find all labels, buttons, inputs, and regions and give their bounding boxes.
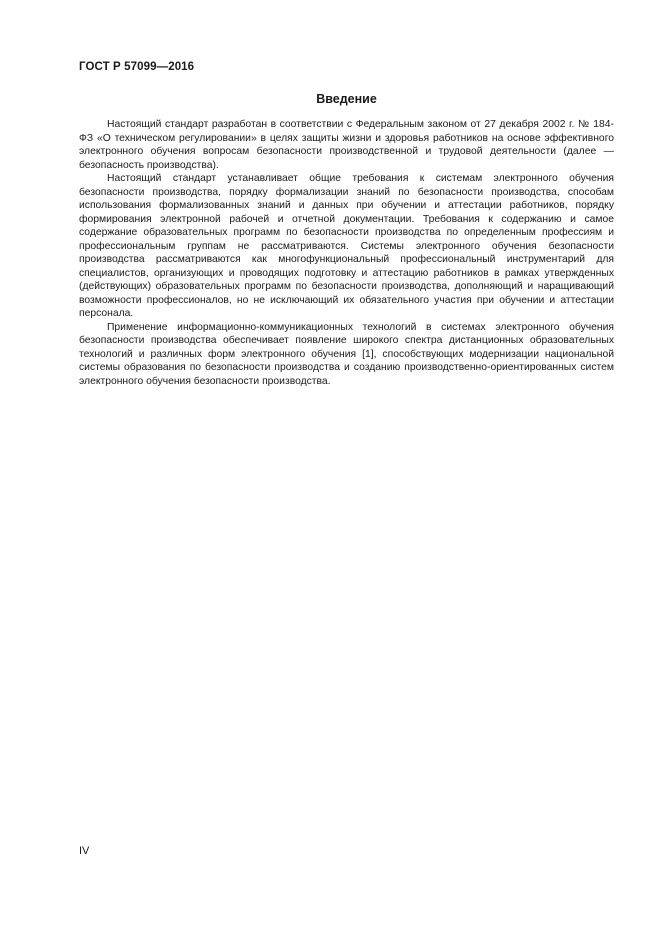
document-code: ГОСТ Р 57099—2016: [79, 61, 195, 73]
page-number: IV: [79, 845, 90, 857]
paragraph-1: Настоящий стандарт разработан в соответствии с Федеральным законом от 27 декабря 2002 г. № 184-ФЗ «О техническом регулировании» в целях защиты жизни и здоровья работников на основе эффективного электронного обучения вопросам безопасности производственной и трудовой деятельности (далее — безопасность производства).: [79, 119, 614, 171]
body-text: [79, 118, 614, 388]
paragraph-3: Применение информационно-коммуникационных технологий в системах электронного обучения безопасности производства обеспечивает появление широкого спектра дистанционных образовательных технологий и различных форм электронного обучения [1], способствующих модернизации национальной системы образования по безопасности производства и созданию производственно-ориентированных систем электронного обучения безопасности производства.: [79, 321, 614, 387]
paragraph-2: Настоящий стандарт устанавливает общие требования к системам электронного обучения безопасности производства, порядку формализации знаний по безопасности производства, способам использования формализованных знаний и данных при обучении и аттестации работников, порядку формирования электронной рабочей и отчетной документации. Требования к содержанию и самое содержание образовательных программ по безопасности производства по определенным профессиям и профессиональным группам не рассматриваются. Системы электронного обучения безопасности производства рассматриваются как многофункциональный профессиональный инструментарий для специалистов, организующих и проводящих подготовку и аттестацию работников в рамках утвержденных (действующих) образовательных программ по безопасности производства, дополняющий и наращивающий возможности профессионалов, но не исключающий их обязательного участия при обучении и аттестации персонала.: [79, 173, 614, 319]
section-title: Введение: [316, 92, 377, 106]
